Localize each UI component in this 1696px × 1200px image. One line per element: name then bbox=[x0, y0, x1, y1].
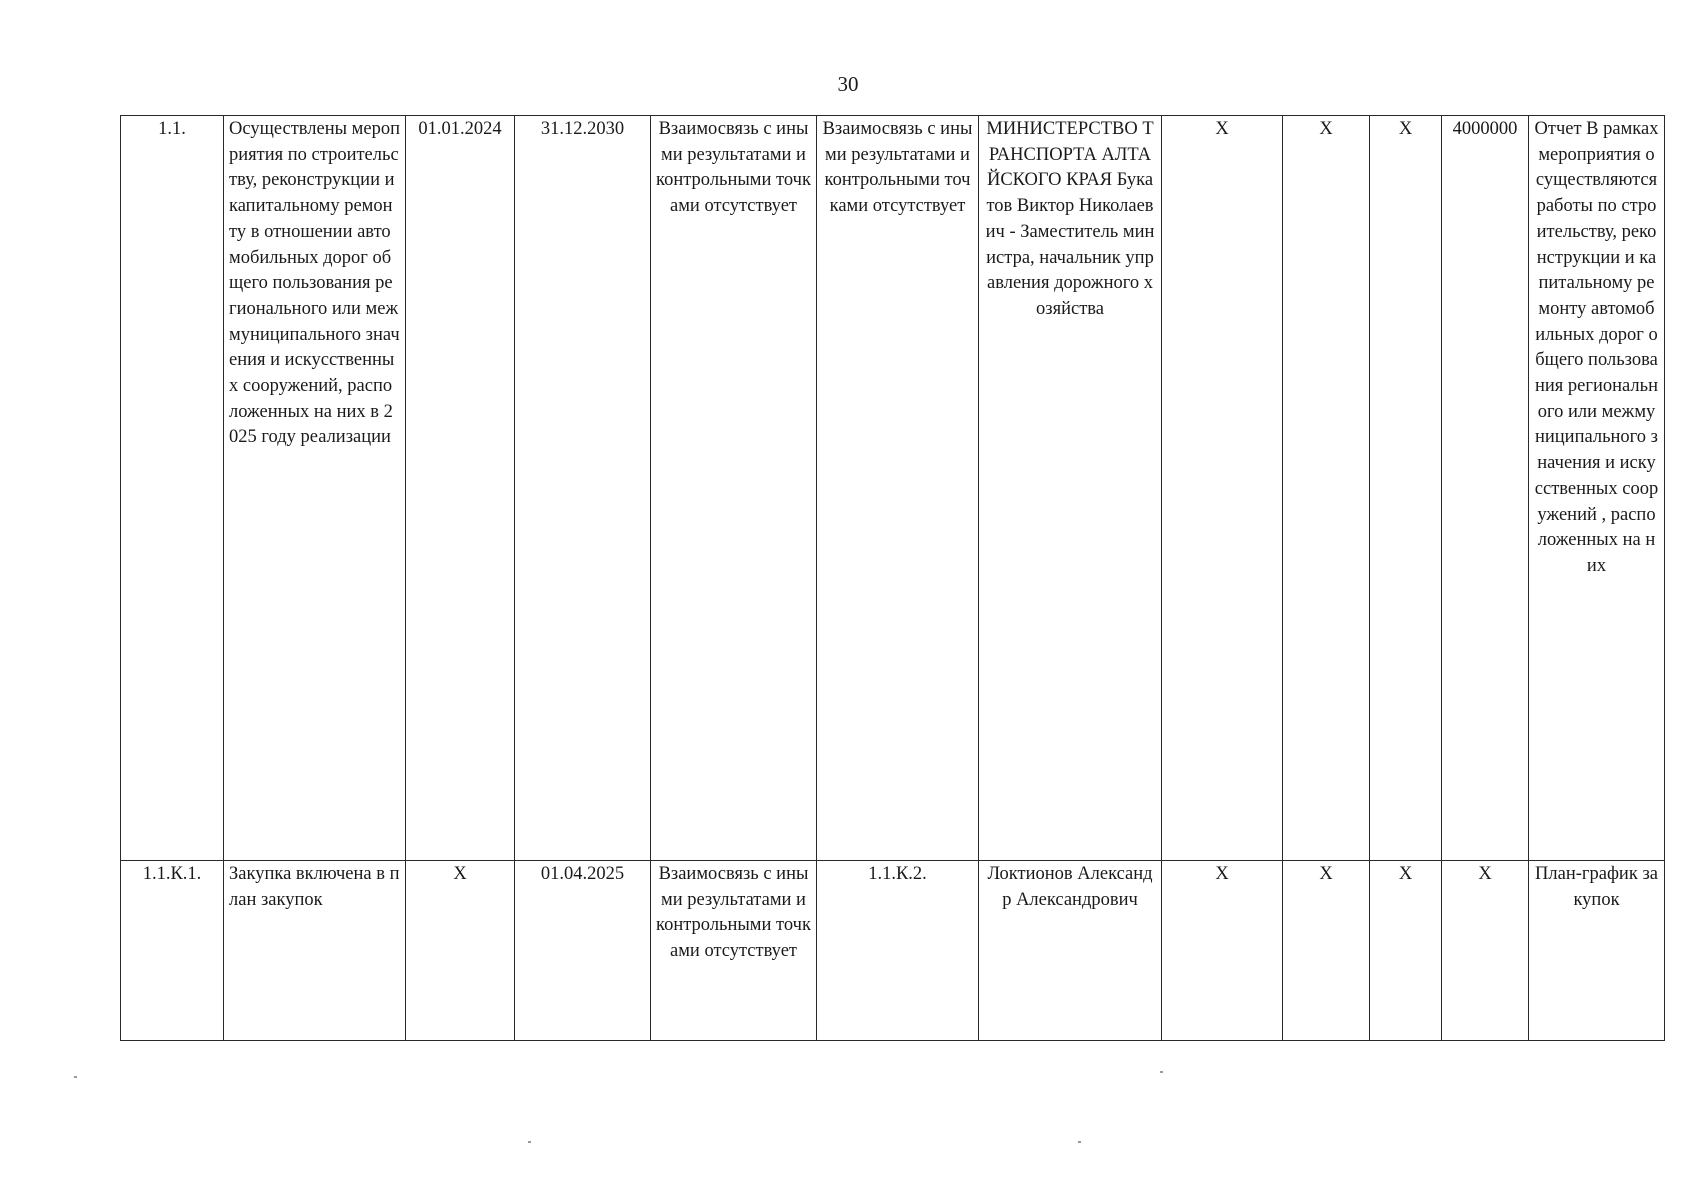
scan-speck bbox=[1160, 1071, 1163, 1073]
x-cell-3: X bbox=[1370, 116, 1442, 861]
document-cell: План-график закупок bbox=[1529, 861, 1665, 1041]
end-date-cell: 31.12.2030 bbox=[515, 116, 651, 861]
document-table bbox=[120, 115, 1665, 1041]
scan-speck bbox=[528, 1141, 531, 1143]
end-date-cell: 01.04.2025 bbox=[515, 861, 651, 1041]
table-row bbox=[121, 861, 1665, 1041]
x-cell-3: X bbox=[1370, 861, 1442, 1041]
page-number: 30 bbox=[837, 72, 859, 96]
amount-cell: X bbox=[1442, 861, 1529, 1041]
predecessor-link-cell: Взаимосвязь с иными результатами и контрольными точками отсутствует bbox=[651, 116, 817, 861]
x-cell-1: X bbox=[1162, 116, 1283, 861]
start-date-cell: X bbox=[406, 861, 515, 1041]
x-cell-1: X bbox=[1162, 861, 1283, 1041]
x-cell-2: X bbox=[1283, 861, 1370, 1041]
x-cell-2: X bbox=[1283, 116, 1370, 861]
table-row bbox=[121, 116, 1665, 861]
scan-speck bbox=[1078, 1141, 1081, 1143]
document-cell: Отчет В рамках мероприятия осуществляются работы по строительству, реконструкции и капитальному ремонту автомобильных дорог общего пользования регионального или межмуниципального значения и искусственных сооружений , расположенных на них bbox=[1529, 116, 1665, 861]
responsible-cell: МИНИСТЕРСТВО ТРАНСПОРТА АЛТАЙСКОГО КРАЯ Букатов Виктор Николаевич - Заместитель министра, начальник управления дорожного хозяйства bbox=[979, 116, 1162, 861]
result-name-cell: Закупка включена в план закупок bbox=[224, 861, 406, 1041]
successor-link-cell: Взаимосвязь с иными результатами и контрольными точками отсутствует bbox=[817, 116, 979, 861]
responsible-cell: Локтионов Александр Александрович bbox=[979, 861, 1162, 1041]
row-number-cell: 1.1.К.1. bbox=[121, 861, 224, 1041]
scan-speck bbox=[74, 1076, 77, 1078]
start-date-cell: 01.01.2024 bbox=[406, 116, 515, 861]
amount-cell: 4000000 bbox=[1442, 116, 1529, 861]
successor-link-cell: 1.1.К.2. bbox=[817, 861, 979, 1041]
predecessor-link-cell: Взаимосвязь с иными результатами и контрольными точками отсутствует bbox=[651, 861, 817, 1041]
row-number-cell: 1.1. bbox=[121, 116, 224, 861]
result-name-cell: Осуществлены мероприятия по строительству, реконструкции и капитальному ремонту в отношении автомобильных дорог общего пользования регионального или межмуниципального значения и искусственных сооружений, расположенных на них в 2025 году реализации bbox=[224, 116, 406, 861]
